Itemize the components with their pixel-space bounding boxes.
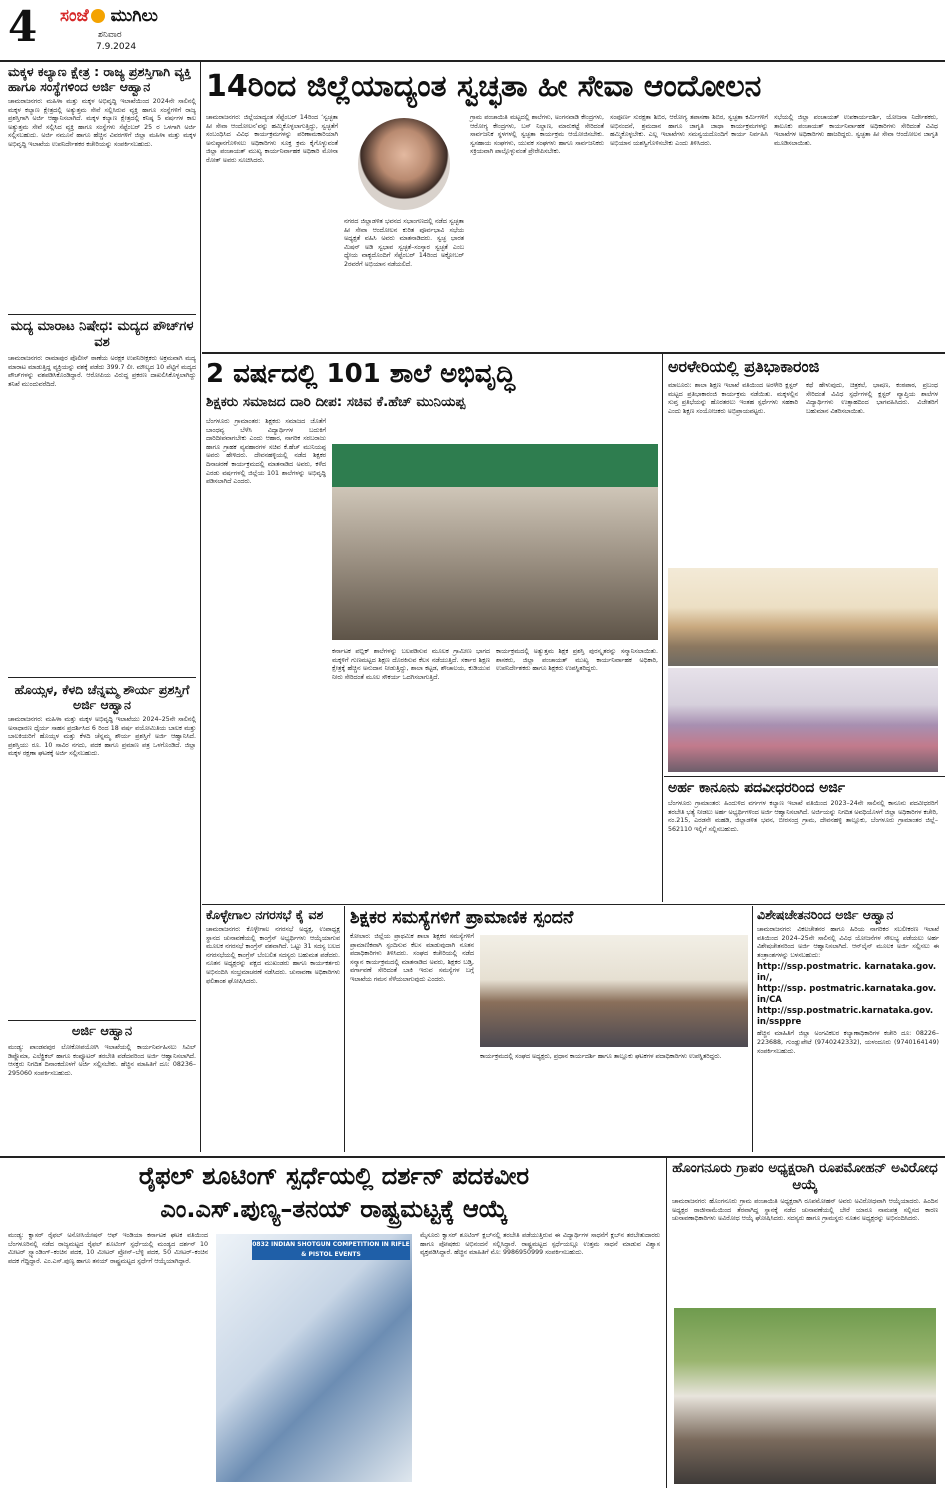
link-3[interactable]: http://ssp.postmatric.karnataka.gov. in/ssppre (757, 1006, 934, 1028)
lead-body-col1: ಚಾಮರಾಜನಗರ: ಜಿಲ್ಲೆಯಾದ್ಯಂತ ಸೆಪ್ಟೆಂಬರ್ 14ರಿಂದ ‘ಸ್ವಚ್ಛತಾ ಹೀ ಸೇವಾ ಆಂದೋಲನ’ವನ್ನು ಹಮ್ಮಿಕೊಳ್ಳಲಾಗುತ್ತಿದ್ದು, ಸ್ವಚ್ಛತೆಗೆ ಸಂಬಂಧಿಸಿದ ವಿವಿಧ ಕಾರ್ಯಕ್ರಮಗಳನ್ನು ಪರಿಣಾಮಕಾರಿಯಾಗಿ ಅನುಷ್ಠಾನಗೊಳಿಸಲು ಅಧಿಕಾರಿಗಳು ಸೂಕ್ತ ಕ್ರಮ ಕೈಗೊಳ್ಳುವಂತೆ ಜಿಲ್ಲಾ ಪಂಚಾಯತ್ ಮುಖ್ಯ ಕಾರ್ಯನಿರ್ವಾಹಕ ಅಧಿಕಾರಿ ಮೋನಾ ರೋತ್ ಅವರು ಸೂಚಿಸಿದರು. (206, 114, 338, 164)
story3-body: ಚಾಮರಾಜನಗರ: ಮಹಿಳಾ ಮತ್ತು ಮಕ್ಕಳ ಅಭಿವೃದ್ಧಿ ಇಲಾಖೆಯು 2024–25ನೇ ಸಾಲಿನಲ್ಲಿ ಅಸಾಧಾರಣ ಧೈರ್ಯ ಸಾಹಸ ಪ್ರದರ್ಶಿಸಿದ 6 ರಿಂದ 18 ವರ್ಷ ವಯೋಮಿತಿಯ ಬಾಲಕ ಮತ್ತು ಬಾಲಕಿಯರಿಗೆ ಹೊಯ್ಸಳ ಮತ್ತು ಕೆಳದಿ ಚೆನ್ನಮ್ಮ ಶೌರ್ಯ ಪ್ರಶಸ್ತಿಗೆ ಅರ್ಜಿ ಆಹ್ವಾನಿಸಿದೆ. ಪ್ರಶಸ್ತಿಯು ರೂ. 10 ಸಾವಿರ ನಗದು, ಪದಕ ಹಾಗೂ ಪ್ರಮಾಣ ಪತ್ರ ಒಳಗೊಂಡಿದೆ. ಜಿಲ್ಲಾ ಮಕ್ಕಳ ರಕ್ಷಣಾ ಘಟಕಕ್ಕೆ ಅರ್ಜಿ ಸಲ್ಲಿಸಬಹುದು. (8, 716, 196, 758)
story2-body: ಚಾಮರಾಜನಗರ: ರಾಮಾಪುರ ಪೊಲೀಸ್ ಠಾಣೆಯ ಅರಕ್ಷಕ ಉಪನಿರೀಕ್ಷಕರು ಅಕ್ರಮವಾಗಿ ಮದ್ಯ ಮಾರಾಟ ಮಾಡುತ್ತಿದ್ದ ವ್ಯಕ್ತಿಯನ್ನು ವಶಕ್ಕೆ ಪಡೆದು 399.7 ಲೀ. ಮೌಲ್ಯದ 10 ಪೆಟ್ಟಿಗೆ ಮದ್ಯದ ಪೌಚ್‌ಗಳನ್ನು ವಶಪಡಿಸಿಕೊಂಡಿದ್ದಾರೆ. ಆರೋಪಿಯ ವಿರುದ್ಧ ಪ್ರಕರಣ ದಾಖಲಿಸಿಕೊಳ್ಳಲಾಗಿದ್ದು ತನಿಖೆ ಮುಂದುವರೆದಿದೆ. (8, 355, 196, 388)
schools-story (206, 356, 658, 876)
talent-story (668, 356, 938, 774)
page-number: 4 (8, 2, 38, 51)
column-rule (344, 906, 345, 1152)
lead-story (206, 114, 938, 350)
schools-headline: 2 ವರ್ಷದಲ್ಲಿ 101 ಶಾಲೆ ಅಭಿವೃದ್ಧಿ (206, 359, 516, 389)
brand-part2: ಮುಗಿಲು (110, 6, 158, 26)
link-1[interactable]: http://ssp.postmatric. karnataka.gov.in/, (757, 962, 937, 984)
masthead-rule (0, 60, 945, 62)
kollegala-headline: ಕೊಳ್ಳೇಗಾಲ ನಗರಸಭೆ ಕೈ ವಶ (206, 907, 324, 922)
legal-body: ಬೆಂಗಳೂರು ಗ್ರಾಮಾಂತರ: ಹಿಂದುಳಿದ ವರ್ಗಗಳ ಕಲ್ಯಾಣ ಇಲಾಖೆ ವತಿಯಿಂದ 2023–24ನೇ ಸಾಲಿನಲ್ಲಿ ಕಾನೂನು ಪದವೀಧರರಿಗೆ ತರಬೇತಿ ಭತ್ಯೆ ನೀಡಲು ಅರ್ಹ ಅಭ್ಯರ್ಥಿಗಳಿಂದ ಅರ್ಜಿ ಆಹ್ವಾನಿಸಲಾಗಿದೆ. ಅರ್ಜಿಯನ್ನು ನಿಗದಿತ ಅವಧಿಯೊಳಗೆ ಜಿಲ್ಲಾ ಅಧಿಕಾರಿಗಳ ಕಚೇರಿ, ನಂ.215, ಎರಡನೇ ಮಹಡಿ, ಜಿಲ್ಲಾಡಳಿತ ಭವನ, ಬೀರಸಂದ್ರ ಗ್ರಾಮ, ದೇವನಹಳ್ಳಿ ತಾಲ್ಲೂಕು, ಬೆಂಗಳೂರು ಗ್ರಾಮಾಂತರ ಜಿಲ್ಲೆ–562110 ಇಲ್ಲಿಗೆ ಸಲ್ಲಿಸಬಹುದು. (668, 800, 938, 833)
divider (8, 314, 196, 315)
schools-body-col2: ಕರ್ನಾಟಕ ಪಬ್ಲಿಕ್ ಶಾಲೆಗಳನ್ನು ಬಲಪಡಿಸುವ ಮೂಲಕ ಗ್ರಾಮೀಣ ಭಾಗದ ಮಕ್ಕಳಿಗೆ ಗುಣಮಟ್ಟದ ಶಿಕ್ಷಣ ದೊರಕಿಸುವ ಕೆಲಸ ನಡೆಯುತ್ತಿದೆ. ಸರ್ಕಾರ ಶಿಕ್ಷಣ ಕ್ಷೇತ್ರಕ್ಕೆ ಹೆಚ್ಚಿನ ಅನುದಾನ ನೀಡುತ್ತಿದ್ದು, ಶಾಲಾ ಕಟ್ಟಡ, ಶೌಚಾಲಯ, ಕುಡಿಯುವ ನೀರು ಸೇರಿದಂತೆ ಮೂಲ ಸೌಕರ್ಯ ಒದಗಿಸಲಾಗುತ್ತಿದೆ. (332, 648, 490, 681)
divider (8, 1020, 196, 1021)
ceremony-photo (332, 444, 658, 640)
story2-headline: ಮದ್ಯ ಮಾರಾಟ ನಿಷೇಧ: ಮದ್ಯದ ಪೌಚ್‌ಗಳ ವಶ (10, 319, 194, 350)
photo-banner: 0832 INDIAN SHOTGUN COMPETITION IN RIFLE & PISTOL EVENTS (252, 1241, 410, 1258)
talent-body-col2: ಕಥೆ ಹೇಳುವುದು, ಚಿತ್ರಕಲೆ, ಭಾಷಣ, ಕಂಠಪಾಠ, ಪ್ರಬಂಧ ಸೇರಿದಂತೆ ವಿವಿಧ ಸ್ಪರ್ಧೆಗಳಲ್ಲಿ ಕ್ಲಸ್ಟರ್ ವ್ಯಾಪ್ತಿಯ ಶಾಲೆಗಳ ವಿದ್ಯಾರ್ಥಿಗಳು ಉತ್ಸಾಹದಿಂದ ಭಾಗವಹಿಸಿದರು. ವಿಜೇತರಿಗೆ ಬಹುಮಾನ ವಿತರಿಸಲಾಯಿತು. (806, 382, 938, 415)
newspaper-logo (60, 6, 158, 26)
kollegala-story (206, 907, 340, 1153)
lead-headline: 14ರಿಂದ ಜಿಲ್ಲೆಯಾದ್ಯಂತ ಸ್ವಚ್ಛತಾ ಹೀ ಸೇವಾ ಆಂದೋಲನ (206, 69, 762, 104)
schools-body-col1: ಬೆಂಗಳೂರು ಗ್ರಾಮಾಂತರ: ಶಿಕ್ಷಕರು ಸಮಾಜದ ಜೊತೆಗೆ ಬಾಂಧವ್ಯ ಬೆಳೆಸಿ ವಿದ್ಯಾರ್ಥಿಗಳ ಬದುಕಿಗೆ ದಾರಿದೀಪವಾಗಬೇಕು ಎಂದು ಆಹಾರ, ನಾಗರಿಕ ಸರಬರಾಜು ಹಾಗೂ ಗ್ರಾಹಕ ವ್ಯವಹಾರಗಳ ಸಚಿವ ಕೆ.ಹೆಚ್ ಮುನಿಯಪ್ಪ ಅವರು ಹೇಳಿದರು. ದೇವನಹಳ್ಳಿಯಲ್ಲಿ ನಡೆದ ಶಿಕ್ಷಕರ ದಿನಾಚರಣೆ ಕಾರ್ಯಕ್ರಮದಲ್ಲಿ ಮಾತನಾಡಿದ ಅವರು, ಕಳೆದ ಎರಡು ವರ್ಷಗಳಲ್ಲಿ ಜಿಲ್ಲೆಯ 101 ಶಾಲೆಗಳನ್ನು ಅಭಿವೃದ್ಧಿ ಪಡಿಸಲಾಗಿದೆ ಎಂದರು. (206, 418, 326, 486)
teachers-body-col2: ಕಾರ್ಯಕ್ರಮದಲ್ಲಿ ಸಂಘದ ಅಧ್ಯಕ್ಷರು, ಪ್ರಧಾನ ಕಾರ್ಯದರ್ಶಿ ಹಾಗೂ ತಾಲ್ಲೂಕು ಘಟಕಗಳ ಪದಾಧಿಕಾರಿಗಳು ಉಪಸ್ಥಿತರಿದ್ದರು. (480, 1053, 722, 1060)
story3-headline: ಹೊಯ್ಸಳ, ಕೆಳದಿ ಚೆನ್ನಮ್ಮ ಶೌರ್ಯ ಪ್ರಶಸ್ತಿಗೆ ಅರ್ಜಿ ಆಹ್ವಾನ (14, 682, 190, 712)
students-group-photo (668, 668, 938, 772)
divider (8, 677, 196, 678)
special-abled-story (757, 907, 939, 1153)
honganur-story (672, 1160, 938, 1486)
talent-body-col1: ಮಾಲೂರು: ಶಾಲಾ ಶಿಕ್ಷಣ ಇಲಾಖೆ ವತಿಯಿಂದ ಅರಳೇರಿ ಕ್ಲಸ್ಟರ್ ಮಟ್ಟದ ಪ್ರತಿಭಾಕಾರಂಜಿ ಕಾರ್ಯಕ್ರಮ ನಡೆಯಿತು. ಮಕ್ಕಳಲ್ಲಿನ ಸುಪ್ತ ಪ್ರತಿಭೆಯನ್ನು ಹೊರತರಲು ಇಂತಹ ಸ್ಪರ್ಧೆಗಳು ಸಹಕಾರಿ ಎಂದು ಶಿಕ್ಷಣ ಸಂಯೋಜಕರು ಅಭಿಪ್ರಾಯಪಟ್ಟರು. (668, 382, 798, 415)
lead-body-col5: ಸಭೆಯಲ್ಲಿ ಜಿಲ್ಲಾ ಪಂಚಾಯತ್ ಉಪಕಾರ್ಯದರ್ಶಿ, ಯೋಜನಾ ನಿರ್ದೇಶಕರು, ತಾಲೂಕು ಪಂಚಾಯತ್ ಕಾರ್ಯನಿರ್ವಾಹಕ ಅಧಿಕಾರಿಗಳು ಸೇರಿದಂತೆ ವಿವಿಧ ಇಲಾಖೆಗಳ ಅಧಿಕಾರಿಗಳು ಹಾಜರಿದ್ದರು. ಸ್ವಚ್ಛತಾ ಹೀ ಸೇವಾ ಆಂದೋಲನ ಜಾಗೃತಿ ಮೂಡಿಸಲಾಯಿತು. (774, 114, 938, 147)
felicitation-photo (480, 935, 748, 1047)
shooters-photo (216, 1234, 412, 1482)
talent-headline: ಅರಳೇರಿಯಲ್ಲಿ ಪ್ರತಿಭಾಕಾರಂಜಿ (668, 357, 820, 376)
issue-day: ಶನಿವಾರ (98, 30, 122, 40)
masthead (0, 0, 945, 60)
column-rule (662, 354, 663, 902)
sun-icon (91, 9, 105, 23)
lead-headline-box (206, 64, 938, 112)
schools-subhead: ಶಿಕ್ಷಕರು ಸಮಾಜದ ದಾರಿ ದೀಪ: ಸಚಿವ ಕೆ.ಹೆಚ್ ಮುನಿಯಪ್ಪ (206, 394, 466, 410)
divider (202, 904, 945, 905)
lead-body-col3: ಗ್ರಾಮ ಪಂಚಾಯಿತಿ ಮಟ್ಟದಲ್ಲಿ ಶಾಲೆಗಳು, ಅಂಗನವಾಡಿ ಕೇಂದ್ರಗಳು, ಆರೋಗ್ಯ ಕೇಂದ್ರಗಳು, ಬಸ್ ನಿಲ್ದಾಣ, ಮಾರುಕಟ್ಟೆ ಸೇರಿದಂತೆ ಸಾರ್ವಜನಿಕ ಸ್ಥಳಗಳಲ್ಲಿ ಸ್ವಚ್ಛತಾ ಕಾರ್ಯಕ್ರಮ ಆಯೋಜಿಸಬೇಕು. ಸ್ವಸಹಾಯ ಸಂಘಗಳು, ಯುವಕ ಸಂಘಗಳು ಹಾಗೂ ಸಾರ್ವಜನಿಕರು ಸಕ್ರಿಯವಾಗಿ ಪಾಲ್ಗೊಳ್ಳುವಂತೆ ಪ್ರೇರೇಪಿಸಬೇಕು. (470, 114, 604, 156)
shooting-body-col1: ಮಂಡ್ಯ: ಕ್ವಾಸರ್ ರೈಫಲ್ ಅಸೋಸಿಯೇಷನ್ ಆಫ್ ಇಂಡಿಯಾ ಕರ್ನಾಟಕ ಘಟಕ ವತಿಯಿಂದ ಬೆಂಗಳೂರಿನಲ್ಲಿ ನಡೆದ ರಾಜ್ಯಮಟ್ಟದ ರೈಫಲ್ ಶೂಟಿಂಗ್ ಸ್ಪರ್ಧೆಯಲ್ಲಿ ಮಂಡ್ಯದ ದರ್ಶನ್ 10 ಮೀಟರ್ ಸ್ಟ್ಯಾಂಡಿಂಗ್–ಕಂಚಿನ ಪದಕ, 10 ಮೀಟರ್ ಪ್ರೋನ್–ಬೆಳ್ಳಿ ಪದಕ, 50 ಮೀಟರ್–ಕಂಚಿನ ಪದಕ ಗೆದ್ದಿದ್ದಾರೆ. ಎಂ.ಎಸ್.ಪುಣ್ಯ ಹಾಗೂ ತನಯ್ ರಾಷ್ಟ್ರಮಟ್ಟದ ಸ್ಪರ್ಧೆಗೆ ಆಯ್ಕೆಯಾಗಿದ್ದಾರೆ. (8, 1232, 208, 1265)
official-portrait-photo (358, 118, 450, 210)
column-rule (666, 1158, 667, 1488)
special-abled-body: ಚಾಮರಾಜನಗರ: ವಿಕಲಚೇತನರ ಹಾಗೂ ಹಿರಿಯ ನಾಗರಿಕರ ಸಬಲೀಕರಣ ಇಲಾಖೆ ವತಿಯಿಂದ 2024–25ನೇ ಸಾಲಿನಲ್ಲಿ ವಿವಿಧ ಯೋಜನೆಗಳ ಸೌಲಭ್ಯ ಪಡೆಯಲು ಅರ್ಹ ವಿಶೇಷಚೇತನರಿಂದ ಅರ್ಜಿ ಆಹ್ವಾನಿಸಲಾಗಿದೆ. ಆನ್‌ಲೈನ್ ಮೂಲಕ ಅರ್ಜಿ ಸಲ್ಲಿಸಲು ಈ ತಂತ್ರಾಂಶಗಳನ್ನು ಬಳಸಬಹುದು: (757, 926, 939, 959)
teachers-body-col1: ಕೋಲಾರ: ಜಿಲ್ಲೆಯ ಪ್ರಾಥಮಿಕ ಶಾಲಾ ಶಿಕ್ಷಕರ ಸಮಸ್ಯೆಗಳಿಗೆ ಪ್ರಾಮಾಣಿಕವಾಗಿ ಸ್ಪಂದಿಸುವ ಕೆಲಸ ಮಾಡುವುದಾಗಿ ನೂತನ ಪದಾಧಿಕಾರಿಗಳು ತಿಳಿಸಿದರು. ಸಂಘದ ಕಚೇರಿಯಲ್ಲಿ ನಡೆದ ಸನ್ಮಾನ ಕಾರ್ಯಕ್ರಮದಲ್ಲಿ ಮಾತನಾಡಿದ ಅವರು, ಶಿಕ್ಷಕರ ಬಡ್ತಿ, ವರ್ಗಾವಣೆ ಸೇರಿದಂತೆ ಬಾಕಿ ಇರುವ ಸಮಸ್ಯೆಗಳ ಬಗ್ಗೆ ಇಲಾಖೆಯ ಗಮನ ಸೆಳೆಯಲಾಗುವುದು ಎಂದರು. (350, 933, 474, 983)
story4-headline: ಅರ್ಜಿ ಆಹ್ವಾನ (71, 1024, 133, 1039)
schools-body-col3: ಕಾರ್ಯಕ್ರಮದಲ್ಲಿ ಅತ್ಯುತ್ತಮ ಶಿಕ್ಷಕ ಪ್ರಶಸ್ತಿ ಪುರಸ್ಕೃತರನ್ನು ಸನ್ಮಾನಿಸಲಾಯಿತು. ಶಾಸಕರು, ಜಿಲ್ಲಾ ಪಂಚಾಯತ್ ಮುಖ್ಯ ಕಾರ್ಯನಿರ್ವಾಹಕ ಅಧಿಕಾರಿ, ಉಪನಿರ್ದೇಶಕರು ಹಾಗೂ ಶಿಕ್ಷಕರು ಉಪಸ್ಥಿತರಿದ್ದರು. (496, 648, 658, 673)
divider (664, 776, 945, 777)
school-building-photo (668, 568, 938, 666)
kollegala-body: ಚಾಮರಾಜನಗರ: ಕೊಳ್ಳೇಗಾಲ ನಗರಸಭೆ ಅಧ್ಯಕ್ಷ, ಉಪಾಧ್ಯಕ್ಷ ಸ್ಥಾನದ ಚುನಾವಣೆಯಲ್ಲಿ ಕಾಂಗ್ರೆಸ್ ಅಭ್ಯರ್ಥಿಗಳು ಆಯ್ಕೆಯಾಗುವ ಮೂಲಕ ನಗರಸಭೆ ಕಾಂಗ್ರೆಸ್ ವಶವಾಗಿದೆ. ಒಟ್ಟು 31 ಸದಸ್ಯ ಬಲದ ನಗರಸಭೆಯಲ್ಲಿ ಕಾಂಗ್ರೆಸ್ ಬೆಂಬಲಿತ ಸದಸ್ಯರು ಬಹುಮತ ಪಡೆದರು. ನೂತನ ಅಧ್ಯಕ್ಷರನ್ನು ಪಕ್ಷದ ಮುಖಂಡರು ಹಾಗೂ ಕಾರ್ಯಕರ್ತರು ಅಭಿನಂದಿಸಿ ಸಂಭ್ರಮಾಚರಣೆ ನಡೆಸಿದರು. ಚುನಾವಣಾ ಅಧಿಕಾರಿಗಳು ಫಲಿತಾಂಶ ಘೋಷಿಸಿದರು. (206, 926, 340, 985)
shooting-headline-line1: ರೈಫಲ್ ಶೂಟಿಂಗ್ ಸ್ಪರ್ಧೆಯಲ್ಲಿ ದರ್ಶನ್ ಪದಕವೀರ (138, 1162, 530, 1190)
group-photo (674, 1308, 936, 1484)
teachers-story (350, 907, 748, 1153)
teachers-headline: ಶಿಕ್ಷಕರ ಸಮಸ್ಯೆಗಳಿಗೆ ಪ್ರಾಮಾಣಿಕ ಸ್ಪಂದನೆ (350, 908, 574, 928)
legal-headline: ಅರ್ಹ ಕಾನೂನು ಪದವೀಧರರಿಂದ ಅರ್ಜಿ (668, 780, 846, 796)
lead-body-col4: ಸಂಪೂರ್ಣ ಸುರಕ್ಷತಾ ಶಿಬಿರ, ಆರೋಗ್ಯ ತಪಾಸಣಾ ಶಿಬಿರ, ಸ್ವಚ್ಛತಾ ಕರ್ಮಿಗಳಿಗೆ ಅಭಿನಂದನೆ, ಶ್ರಮದಾನ ಹಾಗೂ ಜಾಗೃತಿ ಜಾಥಾ ಕಾರ್ಯಕ್ರಮಗಳನ್ನು ಹಮ್ಮಿಕೊಳ್ಳಬೇಕು. ಎಲ್ಲ ಇಲಾಖೆಗಳು ಸಮನ್ವಯದೊಂದಿಗೆ ಕಾರ್ಯ ನಿರ್ವಹಿಸಿ ಅಭಿಯಾನ ಯಶಸ್ವಿಗೊಳಿಸಬೇಕು ಎಂದು ತಿಳಿಸಿದರು. (610, 114, 768, 147)
honganur-body: ಚಾಮರಾಜನಗರ: ಹೊಂಗನೂರು ಗ್ರಾಮ ಪಂಚಾಯಿತಿ ಅಧ್ಯಕ್ಷರಾಗಿ ರೂಪಮೋಹನ್ ಅವರು ಅವಿರೋಧವಾಗಿ ಆಯ್ಕೆಯಾದರು. ಹಿಂದಿನ ಅಧ್ಯಕ್ಷರ ರಾಜೀನಾಮೆಯಿಂದ ತೆರವಾಗಿದ್ದ ಸ್ಥಾನಕ್ಕೆ ನಡೆದ ಚುನಾವಣೆಯಲ್ಲಿ ಬೇರೆ ಯಾರೂ ನಾಮಪತ್ರ ಸಲ್ಲಿಸದ ಕಾರಣ ಚುನಾವಣಾಧಿಕಾರಿಗಳು ಅವಿರೋಧ ಆಯ್ಕೆ ಘೋಷಿಸಿದರು. ಸದಸ್ಯರು ಹಾಗೂ ಗ್ರಾಮಸ್ಥರು ನೂತನ ಅಧ್ಯಕ್ಷರನ್ನು ಅಭಿನಂದಿಸಿದರು. (672, 1198, 938, 1223)
left-column (8, 64, 196, 1149)
special-abled-contact: ಹೆಚ್ಚಿನ ಮಾಹಿತಿಗೆ ಜಿಲ್ಲಾ ಅಂಗವಿಕಲರ ಕಲ್ಯಾಣಾಧಿಕಾರಿಗಳ ಕಚೇರಿ ದೂ: 08226–223688, ಗುಂಡ್ಲುಪೇಟೆ (9740242332), ಯಳಂದೂರು (9740164149) ಸಂಪರ್ಕಿಸಬಹುದು. (757, 1030, 939, 1055)
honganur-headline: ಹೊಂಗನೂರು ಗ್ರಾಪಂ ಅಧ್ಯಕ್ಷರಾಗಿ ರೂಪಮೋಹನ್ ಅವಿರೋಧ ಆಯ್ಕೆ (672, 1160, 938, 1193)
shooting-body-col2: ಮೈಸೂರು ಕ್ವಾಸರ್ ಶೂಟಿಂಗ್ ಕ್ಲಬ್‌ನಲ್ಲಿ ತರಬೇತಿ ಪಡೆಯುತ್ತಿರುವ ಈ ವಿದ್ಯಾರ್ಥಿಗಳ ಸಾಧನೆಗೆ ಕ್ಲಬ್‌ನ ತರಬೇತುದಾರರು ಹಾಗೂ ಪೋಷಕರು ಅಭಿನಂದನೆ ಸಲ್ಲಿಸಿದ್ದಾರೆ. ರಾಷ್ಟ್ರಮಟ್ಟದ ಸ್ಪರ್ಧೆಯಲ್ಲೂ ಉತ್ತಮ ಸಾಧನೆ ಮಾಡುವ ವಿಶ್ವಾಸ ವ್ಯಕ್ತಪಡಿಸಿದ್ದಾರೆ. ಹೆಚ್ಚಿನ ಮಾಹಿತಿಗೆ ಮೊ: 9986950999 ಸಂಪರ್ಕಿಸಬಹುದು. (420, 1232, 660, 1257)
lead-body-col2: ನಗರದ ಜಿಲ್ಲಾಡಳಿತ ಭವನದ ಸಭಾಂಗಣದಲ್ಲಿ ನಡೆದ ಸ್ವಚ್ಛತಾ ಹೀ ಸೇವಾ ಆಂದೋಲನ ಕುರಿತ ಪೂರ್ವಭಾವಿ ಸಭೆಯ ಅಧ್ಯಕ್ಷತೆ ವಹಿಸಿ ಅವರು ಮಾತನಾಡಿದರು. ಸ್ವಚ್ಛ ಭಾರತ ಮಿಷನ್ ಅಡಿ ಸ್ವಭಾವ ಸ್ವಚ್ಛತೆ–ಸಂಸ್ಕಾರ ಸ್ವಚ್ಛತೆ ಎಂಬ ಧ್ಯೇಯ ವಾಕ್ಯದೊಂದಿಗೆ ಸೆಪ್ಟೆಂಬರ್ 14ರಿಂದ ಅಕ್ಟೋಬರ್ 2ರವರೆಗೆ ಅಭಿಯಾನ ನಡೆಯಲಿದೆ. (344, 218, 464, 268)
link-2[interactable]: http://ssp. postmatric.karnataka.gov.in/CA (757, 984, 937, 1006)
column-rule (752, 906, 753, 1152)
divider (202, 352, 945, 354)
story1-headline: ಮಕ್ಕಳ ಕಲ್ಯಾಣ ಕ್ಷೇತ್ರ : ರಾಜ್ಯ ಪ್ರಶಸ್ತಿಗಾಗಿ ವ್ಯಕ್ತಿ ಹಾಗೂ ಸಂಸ್ಥೆಗಳಿಂದ ಅರ್ಜಿ ಆಹ್ವಾನ (8, 64, 192, 94)
issue-date: 7.9.2024 (96, 42, 137, 52)
shooting-story (8, 1160, 660, 1486)
story4-body: ಮಂಡ್ಯ: ಪಾಂಡವಪುರ ಲೋಕೋಪಯೋಗಿ ಇಲಾಖೆಯಲ್ಲಿ ಕಾರ್ಯನಿರ್ವಹಿಸಲು ಸಿವಿಲ್ ಡಿಪ್ಲೊಮಾ, ಎಲೆಕ್ಟ್ರಿಕಲ್ ಹಾಗೂ ಕಂಪ್ಯೂಟರ್ ತರಬೇತಿ ಪಡೆದವರಿಂದ ಅರ್ಜಿ ಆಹ್ವಾನಿಸಲಾಗಿದೆ. ಆಸಕ್ತರು ನಿಗದಿತ ದಿನಾಂಕದೊಳಗೆ ಅರ್ಜಿ ಸಲ್ಲಿಸಬೇಕು. ಹೆಚ್ಚಿನ ಮಾಹಿತಿಗೆ ದೂ: 08236–295060 ಸಂಪರ್ಕಿಸಬಹುದು. (8, 1043, 196, 1077)
brand-part1: ಸಂಜೆ (60, 6, 89, 26)
special-abled-headline: ವಿಶೇಷಚೇತನರಿಂದ ಅರ್ಜಿ ಆಹ್ವಾನ (757, 907, 894, 922)
divider (0, 1156, 945, 1158)
story1-body: ಚಾಮರಾಜನಗರ: ಮಹಿಳಾ ಮತ್ತು ಮಕ್ಕಳ ಅಭಿವೃದ್ಧಿ ಇಲಾಖೆಯಿಂದ 2024ನೇ ಸಾಲಿನಲ್ಲಿ ಮಕ್ಕಳ ಕಲ್ಯಾಣ ಕ್ಷೇತ್ರದಲ್ಲಿ ಅತ್ಯುತ್ತಮ ಸೇವೆ ಸಲ್ಲಿಸಿರುವ ವ್ಯಕ್ತಿ ಹಾಗೂ ಸಂಸ್ಥೆಗಳಿಗೆ ರಾಜ್ಯ ಪ್ರಶಸ್ತಿಗಾಗಿ ಅರ್ಜಿ ಆಹ್ವಾನಿಸಲಾಗಿದೆ. ಮಕ್ಕಳ ಕಲ್ಯಾಣ ಕ್ಷೇತ್ರದಲ್ಲಿ ಕನಿಷ್ಠ 5 ವರ್ಷಗಳ ಕಾಲ ಅತ್ಯುತ್ತಮ ಸೇವೆ ಸಲ್ಲಿಸಿದ ವ್ಯಕ್ತಿ ಹಾಗೂ ಸಂಸ್ಥೆಗಳು ಸೆಪ್ಟೆಂಬರ್ 25 ರ ಒಳಗಾಗಿ ಅರ್ಜಿ ಸಲ್ಲಿಸಬಹುದು. ಅರ್ಜಿ ನಮೂನೆ ಹಾಗೂ ಹೆಚ್ಚಿನ ವಿವರಗಳಿಗೆ ಜಿಲ್ಲಾ ಮಹಿಳಾ ಮತ್ತು ಮಕ್ಕಳ ಅಭಿವೃದ್ಧಿ ಇಲಾಖೆಯ ಉಪನಿರ್ದೇಶಕರ ಕಚೇರಿಯನ್ನು ಸಂಪರ್ಕಿಸಬಹುದು. (8, 98, 196, 148)
shooting-headline-line2: ಎಂ.ಎಸ್.ಪುಣ್ಯ–ತನಯ್ ರಾಷ್ಟ್ರಮಟ್ಟಕ್ಕೆ ಆಯ್ಕೆ (160, 1195, 508, 1223)
column-rule (200, 62, 201, 1152)
legal-story (668, 779, 938, 903)
